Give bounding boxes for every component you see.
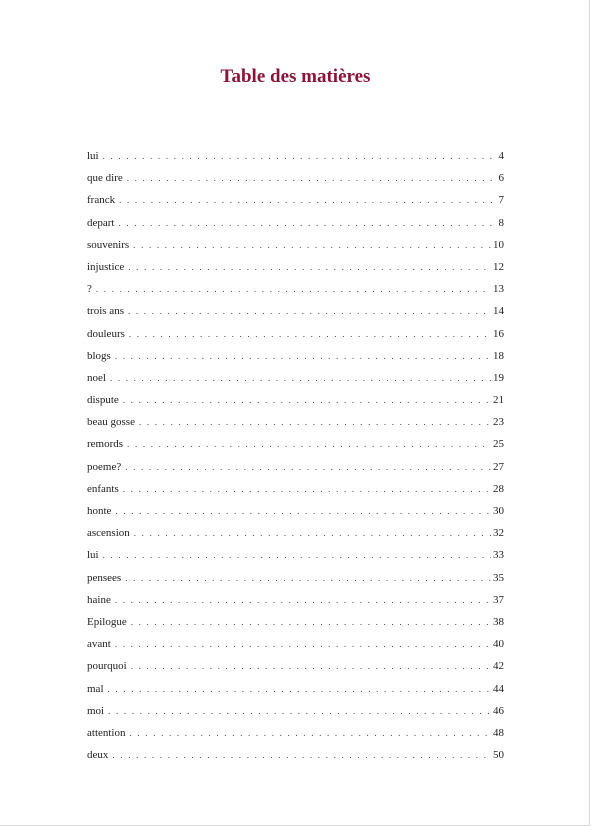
toc-page-number: 7 [498,194,504,207]
toc-entry[interactable] [87,656,504,678]
toc-entry[interactable] [87,568,504,590]
toc-entry[interactable] [87,723,504,745]
dot-leader [96,279,491,299]
toc-page-number: 13 [493,283,504,296]
toc-entry[interactable] [87,501,504,523]
dot-leader [112,745,491,765]
toc-page-number: 28 [493,482,504,495]
toc-page-number: 32 [493,527,504,540]
toc-page-number: 30 [493,505,504,517]
toc-page-number: 21 [493,394,504,407]
toc-entry-label: douleurs [87,327,125,340]
toc-entry-label: pensees [87,571,122,584]
toc-entry[interactable] [87,190,504,212]
toc-entry-label: honte [87,505,112,517]
dot-leader [133,235,491,255]
toc-page-number: 16 [493,327,504,340]
dot-leader [118,213,496,233]
toc-entry-label: attention [87,726,126,739]
toc-page-number: 50 [493,749,504,762]
toc-entry[interactable] [87,368,504,390]
toc-entry[interactable] [87,235,504,257]
toc-page-number: 8 [498,216,504,229]
toc-entry-label: avant [87,638,111,651]
toc-page-number: 48 [493,726,504,739]
dot-leader [123,479,491,499]
toc-page-number: 19 [493,371,504,384]
dot-leader [134,523,491,543]
dot-leader [125,457,491,477]
toc-page-number: 12 [493,260,504,273]
dot-leader [131,656,491,676]
toc-entry-label: poeme? [87,460,122,473]
toc-entry[interactable] [87,701,504,723]
toc-page-number: 10 [493,238,504,251]
toc-page-number: 6 [498,172,504,185]
dot-leader [103,146,497,166]
table-of-contents [87,146,504,767]
toc-page-number: 18 [493,349,504,362]
toc-page-number: 46 [493,704,504,717]
toc-page-number: 44 [493,682,504,695]
toc-entry[interactable] [87,745,504,767]
toc-entry-label: ? [87,283,92,296]
dot-leader [131,612,491,632]
toc-entry-label: mal [87,682,104,695]
dot-leader [129,324,491,344]
toc-entry-label: remords [87,438,124,451]
dot-leader [108,701,491,721]
toc-entry[interactable] [87,545,504,567]
toc-entry-label: Epilogue [87,615,127,628]
toc-entry-label: injustice [87,260,125,273]
toc-entry-label: franck [87,194,116,207]
toc-entry[interactable] [87,679,504,701]
toc-entry[interactable] [87,257,504,279]
toc-entry[interactable] [87,324,504,346]
toc-entry-label: deux [87,749,109,762]
toc-entry[interactable] [87,146,504,168]
dot-leader [110,368,491,388]
toc-entry[interactable] [87,213,504,235]
dot-leader [125,568,491,588]
toc-page-number: 33 [493,549,504,562]
toc-entry-label: dispute [87,394,119,407]
dot-leader [139,412,491,432]
dot-leader [127,168,497,188]
toc-entry[interactable] [87,346,504,368]
toc-entry[interactable] [87,279,504,301]
toc-entry-label: beau gosse [87,416,135,429]
toc-entry[interactable] [87,523,504,545]
dot-leader [128,257,491,277]
dot-leader [115,590,491,610]
toc-page-number: 14 [493,305,504,318]
toc-entry-label: depart [87,216,115,229]
toc-entry[interactable] [87,590,504,612]
toc-entry[interactable] [87,390,504,412]
toc-entry-label: pourquoi [87,660,127,673]
toc-entry-label: enfants [87,482,119,495]
toc-entry-label: blogs [87,349,111,362]
dot-leader [115,634,491,654]
toc-entry[interactable] [87,168,504,190]
toc-entry-label: que dire [87,172,123,185]
toc-entry[interactable] [87,612,504,634]
toc-entry-label: ascension [87,527,130,540]
dot-leader [115,501,491,521]
dot-leader [108,679,492,699]
toc-entry[interactable] [87,434,504,456]
toc-entry-label: noel [87,371,106,384]
toc-entry-label: souvenirs [87,238,130,251]
dot-leader [103,545,491,565]
dot-leader [115,346,491,366]
toc-entry-label: haine [87,593,111,606]
dot-leader [130,723,492,743]
toc-page-number: 38 [493,615,504,628]
dot-leader [128,301,491,321]
dot-leader [119,190,496,210]
toc-page-number: 37 [493,593,504,606]
toc-page-number: 4 [498,150,504,162]
dot-leader [127,434,491,454]
page-title: Table des matières [220,66,371,87]
toc-page-number: 27 [493,460,504,473]
toc-page-number: 23 [493,416,504,429]
toc-entry-label: trois ans [87,305,124,318]
toc-page-number: 40 [493,638,504,651]
toc-entry[interactable] [87,634,504,656]
toc-page-number: 35 [493,571,504,584]
toc-entry[interactable] [87,412,504,434]
toc-entry[interactable] [87,457,504,479]
dot-leader [123,390,491,410]
toc-entry[interactable] [87,479,504,501]
toc-entry-label: lui [87,150,99,162]
toc-entry-label: lui [87,549,99,562]
toc-page-number: 42 [493,660,504,673]
toc-entry[interactable] [87,301,504,323]
toc-entry-label: moi [87,704,105,717]
toc-page-number: 25 [493,438,504,451]
